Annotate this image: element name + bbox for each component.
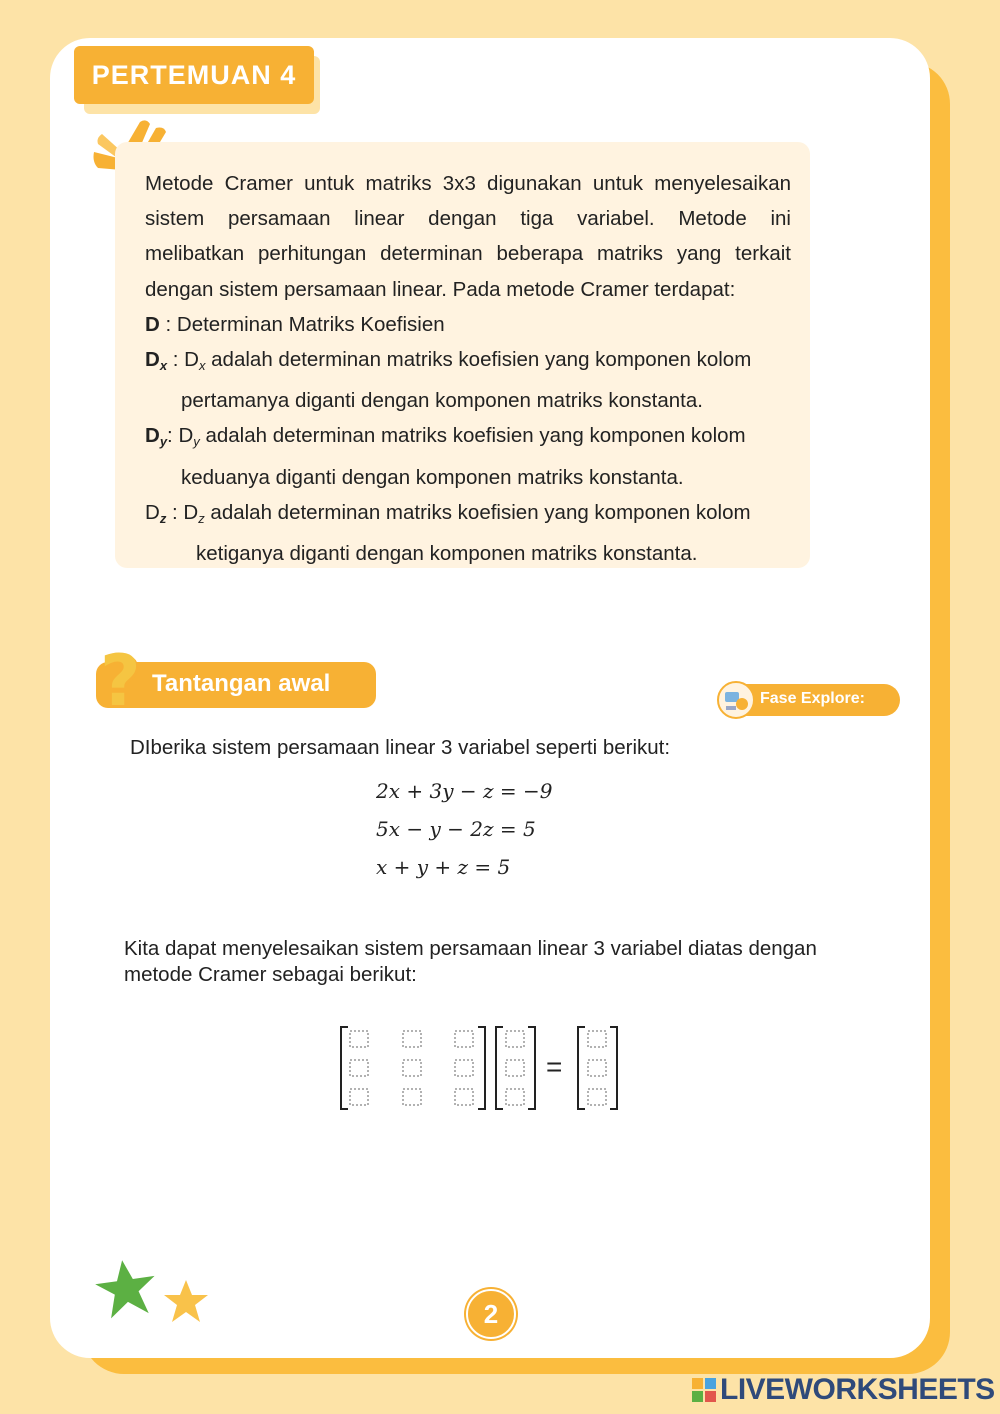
symbol-inline-sub: x xyxy=(198,358,206,374)
separator: : xyxy=(167,348,185,372)
liveworksheets-text: LIVEWORKSHEETS xyxy=(720,1373,995,1406)
cramer-matrix-equation xyxy=(338,1025,628,1111)
intro-line: sistem persamaan linear dengan tiga variabel. Metode ini xyxy=(145,207,791,231)
definition-text: Determinan Matriks Koefisien xyxy=(176,312,445,336)
given-text: DIberika sistem persamaan linear 3 variabel seperti berikut: xyxy=(130,736,671,759)
phase-label: Fase Explore: xyxy=(760,690,865,707)
intro-line: melibatkan perhitungan determinan beberapa matriks yang terkait xyxy=(145,242,791,266)
symbol-sub: y xyxy=(159,434,168,450)
symbol: D xyxy=(145,348,160,372)
stars-icon xyxy=(94,1258,218,1338)
liveworksheets-logo-icon xyxy=(692,1378,716,1402)
symbol-inline: D xyxy=(178,424,194,448)
definition-dz xyxy=(145,495,791,571)
symbol: D xyxy=(145,500,160,524)
intro-text xyxy=(145,166,791,571)
definition-text: adalah determinan matriks koefisien yang komponen kolom xyxy=(205,424,746,448)
intro-line: Metode Cramer untuk matriks 3x3 digunakan untuk menyelesaikan xyxy=(145,172,791,195)
definition-text: adalah determinan matriks koefisien yang komponen kolom xyxy=(211,348,752,372)
symbol-inline-sub: y xyxy=(193,434,200,450)
equation-2: 5x − y − 2z = 5 xyxy=(376,817,536,841)
equals-sign: = xyxy=(546,1051,563,1082)
symbol-sub: z xyxy=(159,510,167,526)
explore-icon xyxy=(716,680,756,720)
definition-cont: ketiganya diganti dengan komponen matriks konstanta. xyxy=(196,542,698,566)
liveworksheets-watermark xyxy=(692,1374,995,1406)
definition-text: adalah determinan matriks koefisien yang komponen kolom xyxy=(210,500,751,524)
equation-3: x + y + z = 5 xyxy=(376,855,511,879)
symbol-sub: x xyxy=(159,358,168,374)
definition-cont: pertamanya diganti dengan komponen matriks konstanta. xyxy=(181,389,703,413)
separator: : xyxy=(167,424,179,448)
definition-dy xyxy=(145,418,791,494)
separator: : xyxy=(159,312,177,336)
page-title: PERTEMUAN 4 xyxy=(74,46,314,104)
symbol: D xyxy=(145,312,160,336)
definition-dx xyxy=(145,342,791,418)
method-text: Kita dapat menyelesaikan sistem persamaan linear 3 variabel diatas dengan metode Cramer sebagai berikut: xyxy=(124,937,817,986)
definition-d xyxy=(145,307,791,342)
question-mark-icon: ? xyxy=(100,640,141,722)
intro-line: dengan sistem persamaan linear. Pada metode Cramer terdapat: xyxy=(145,277,736,301)
challenge-title: Tantangan awal xyxy=(152,670,331,697)
equation-1: 2x + 3y − z = −9 xyxy=(376,779,553,803)
symbol: D xyxy=(145,424,160,448)
page-number: 2 xyxy=(466,1289,516,1339)
symbol-inline: D xyxy=(183,500,199,524)
symbol-inline-sub: z xyxy=(198,510,205,526)
separator: : xyxy=(166,500,184,524)
symbol-inline: D xyxy=(184,348,199,372)
definition-cont: keduanya diganti dengan komponen matriks konstanta. xyxy=(181,465,684,489)
